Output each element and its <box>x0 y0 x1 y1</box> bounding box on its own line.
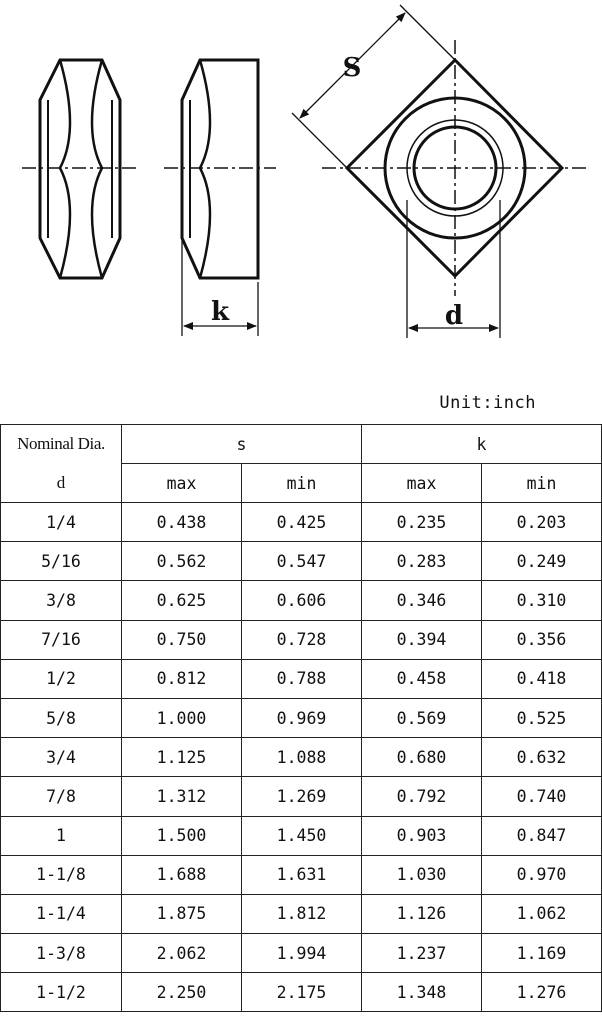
table-row <box>1 855 602 894</box>
s-max-cell: 1.688 <box>122 855 242 894</box>
s-min-cell: 0.547 <box>242 542 362 581</box>
nominal-d-subheader: d <box>1 464 122 503</box>
k-max-cell: 1.030 <box>362 855 482 894</box>
nominal-dia-cell: 1-1/8 <box>1 855 122 894</box>
table-row <box>1 777 602 816</box>
nominal-dia-cell: 3/8 <box>1 581 122 620</box>
header-row-2 <box>1 464 602 503</box>
s-min-cell: 0.788 <box>242 659 362 698</box>
k-max-cell: 0.458 <box>362 659 482 698</box>
k-min-cell: 0.203 <box>482 503 602 542</box>
s-dimension-label: S <box>342 53 362 83</box>
k-min-cell: 0.632 <box>482 738 602 777</box>
nominal-dia-cell: 1/4 <box>1 503 122 542</box>
s-header: s <box>122 425 362 464</box>
s-max-cell: 1.312 <box>122 777 242 816</box>
k-max-header: max <box>362 464 482 503</box>
k-max-cell: 1.348 <box>362 973 482 1012</box>
s-min-header: min <box>242 464 362 503</box>
k-min-cell: 0.356 <box>482 620 602 659</box>
k-min-cell: 0.970 <box>482 855 602 894</box>
s-max-cell: 1.500 <box>122 816 242 855</box>
k-min-cell: 0.847 <box>482 816 602 855</box>
s-max-cell: 1.125 <box>122 738 242 777</box>
front-view <box>40 60 120 278</box>
top-view-centerlines <box>322 40 588 296</box>
table-row <box>1 973 602 1012</box>
k-max-cell: 0.283 <box>362 542 482 581</box>
s-min-cell: 1.088 <box>242 738 362 777</box>
s-max-cell: 0.438 <box>122 503 242 542</box>
s-min-cell: 0.969 <box>242 698 362 737</box>
s-min-cell: 1.812 <box>242 894 362 933</box>
nominal-dia-cell: 1-3/8 <box>1 934 122 973</box>
k-max-cell: 1.237 <box>362 934 482 973</box>
dimension-table <box>0 424 602 1012</box>
nominal-dia-cell: 1-1/2 <box>1 973 122 1012</box>
table-row <box>1 934 602 973</box>
nominal-dia-cell: 7/8 <box>1 777 122 816</box>
nominal-dia-cell: 7/16 <box>1 620 122 659</box>
k-max-cell: 0.569 <box>362 698 482 737</box>
k-dimension-label: k <box>210 297 230 327</box>
nominal-dia-cell: 1-1/4 <box>1 894 122 933</box>
nut-technical-drawing <box>0 0 602 360</box>
nominal-dia-cell: 3/4 <box>1 738 122 777</box>
s-max-cell: 0.562 <box>122 542 242 581</box>
k-max-cell: 0.903 <box>362 816 482 855</box>
k-min-cell: 1.062 <box>482 894 602 933</box>
table-row <box>1 542 602 581</box>
s-min-cell: 1.994 <box>242 934 362 973</box>
k-min-cell: 0.418 <box>482 659 602 698</box>
k-max-cell: 1.126 <box>362 894 482 933</box>
s-max-cell: 2.062 <box>122 934 242 973</box>
s-max-header: max <box>122 464 242 503</box>
nominal-dia-cell: 5/8 <box>1 698 122 737</box>
table-row <box>1 816 602 855</box>
table-row <box>1 620 602 659</box>
nominal-dia-cell: 1/2 <box>1 659 122 698</box>
table-row <box>1 738 602 777</box>
s-min-cell: 0.728 <box>242 620 362 659</box>
unit-label: Unit:inch <box>439 393 536 413</box>
s-min-cell: 1.631 <box>242 855 362 894</box>
k-min-cell: 0.310 <box>482 581 602 620</box>
nominal-dia-header: Nominal Dia. <box>1 425 122 464</box>
s-min-cell: 0.606 <box>242 581 362 620</box>
k-min-cell: 1.276 <box>482 973 602 1012</box>
k-min-cell: 0.740 <box>482 777 602 816</box>
table-body <box>1 503 602 1012</box>
s-max-cell: 0.812 <box>122 659 242 698</box>
table-row <box>1 581 602 620</box>
s-min-cell: 2.175 <box>242 973 362 1012</box>
s-min-cell: 1.269 <box>242 777 362 816</box>
table-row <box>1 698 602 737</box>
k-min-header: min <box>482 464 602 503</box>
s-max-cell: 2.250 <box>122 973 242 1012</box>
k-min-cell: 1.169 <box>482 934 602 973</box>
nominal-dia-cell: 5/16 <box>1 542 122 581</box>
s-max-cell: 0.625 <box>122 581 242 620</box>
s-min-cell: 1.450 <box>242 816 362 855</box>
s-max-cell: 1.000 <box>122 698 242 737</box>
side-view <box>182 60 258 278</box>
k-max-cell: 0.680 <box>362 738 482 777</box>
d-dimension-label: d <box>444 301 464 331</box>
k-max-cell: 0.394 <box>362 620 482 659</box>
header-row-1 <box>1 425 602 464</box>
table-row <box>1 894 602 933</box>
k-min-cell: 0.525 <box>482 698 602 737</box>
k-header: k <box>362 425 602 464</box>
table-row <box>1 659 602 698</box>
table-row <box>1 503 602 542</box>
s-max-cell: 1.875 <box>122 894 242 933</box>
k-max-cell: 0.792 <box>362 777 482 816</box>
k-max-cell: 0.235 <box>362 503 482 542</box>
nominal-dia-cell: 1 <box>1 816 122 855</box>
s-min-cell: 0.425 <box>242 503 362 542</box>
s-max-cell: 0.750 <box>122 620 242 659</box>
k-max-cell: 0.346 <box>362 581 482 620</box>
k-min-cell: 0.249 <box>482 542 602 581</box>
